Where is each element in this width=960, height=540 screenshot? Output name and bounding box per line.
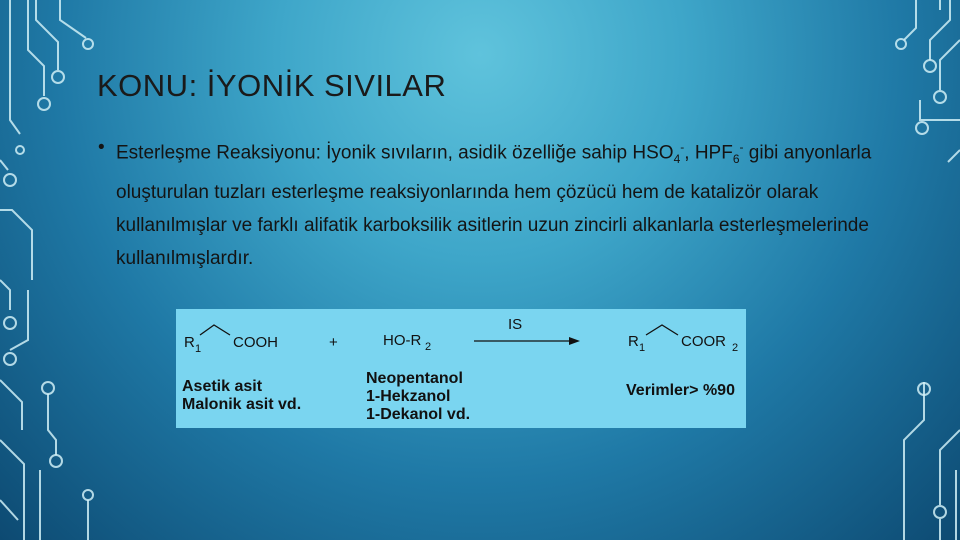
- acid-example-1: Asetik asit: [182, 378, 263, 395]
- product-r-sub: 1: [639, 342, 646, 354]
- bullet-paragraph: [116, 131, 878, 275]
- product-r: R: [628, 333, 639, 350]
- reaction-scheme-drawing: [176, 309, 746, 428]
- product-chain-bond: [646, 325, 678, 335]
- alcohol-example-3: 1-Dekanol vd.: [366, 406, 471, 423]
- reaction-scheme: [176, 309, 746, 428]
- para-sub-2: 6: [732, 152, 740, 167]
- slide-title: KONU: İYONİK SIVILAR: [97, 68, 447, 103]
- alcohol-example-2: 1-Hekzanol: [366, 388, 451, 405]
- plus-sign: +: [329, 334, 338, 351]
- para-part-1: Esterleşme Reaksiyonu: İyonik sıvıların, asidik özelliğe sahip HSO: [116, 142, 674, 164]
- reactant-r-sub: 1: [195, 343, 202, 355]
- catalyst-label: IS: [508, 316, 523, 333]
- reaction-arrow-head: [569, 337, 580, 345]
- reagent-sub: 2: [425, 341, 432, 353]
- product-group-sub: 2: [732, 342, 739, 354]
- para-part-2: , HPF: [684, 142, 733, 164]
- para-sub-1: 4: [673, 152, 681, 167]
- para-sup-1: -: [680, 140, 685, 154]
- bullet-symbol: •: [98, 137, 105, 158]
- para-sup-2: -: [739, 140, 744, 154]
- reactant-chain-bond: [200, 325, 230, 335]
- reactant-r: R: [184, 334, 195, 351]
- slide-body: [98, 131, 878, 275]
- reactant-group: COOH: [233, 334, 278, 351]
- product-group: COOR: [681, 333, 726, 350]
- para-part-3: gibi anyonlarla oluşturulan tuzları esterleşme reaksiyonlarında hem çözücü hem de katalizör olarak kullanılmışlar ve farklı alifatik karboksilik asitlerin uzun zincirli alkanlarla esterleşmelerinde kullanılmışlardır.: [116, 142, 872, 270]
- acid-example-2: Malonik asit vd.: [182, 396, 302, 413]
- alcohol-example-1: Neopentanol: [366, 370, 463, 387]
- yield-label: Verimler> %90: [626, 382, 735, 399]
- reagent-main: HO-R: [383, 332, 422, 349]
